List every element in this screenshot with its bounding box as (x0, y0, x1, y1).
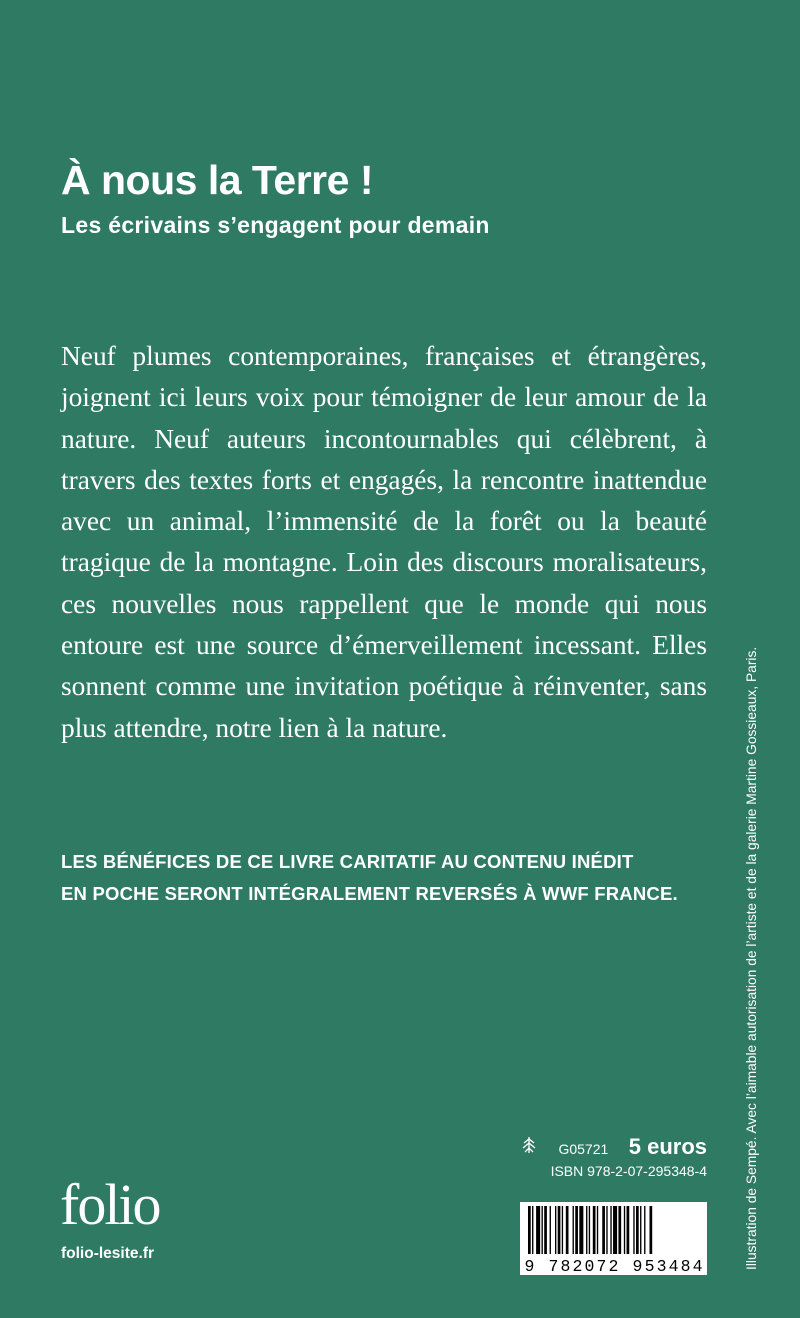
barcode-bar (650, 1206, 653, 1254)
barcode-bar (627, 1206, 630, 1254)
barcode-bar (579, 1206, 583, 1254)
barcode-bar (606, 1206, 607, 1254)
book-subtitle: Les écrivains s’engagent pour demain (61, 212, 490, 238)
barcode-bar (532, 1206, 533, 1254)
barcode-bar (586, 1206, 587, 1254)
barcode-bar (602, 1206, 605, 1254)
barcode-digits: 9 782072 953484 (524, 1257, 703, 1275)
barcode-bar (555, 1206, 556, 1254)
barcode-bar (644, 1206, 645, 1254)
barcode-bar (618, 1206, 621, 1254)
barcode-bar (562, 1206, 563, 1254)
barcode-bar (558, 1206, 561, 1254)
barcode-bars (528, 1206, 652, 1254)
barcode-bar (566, 1206, 569, 1254)
barcode-bar (544, 1206, 547, 1254)
barcode-bar (536, 1206, 540, 1254)
blurb-text: Neuf plumes contemporaines, françaises et étrangères, joignent ici leurs voix pour témoigner de leur amour de la nature. Neuf auteurs incontournables qui célèbrent, à travers des textes forts et engagés, la rencontre inattendue avec un animal, l’immensité de la forêt ou la beauté tragique de la montagne. Loin des discours moralisateurs, ces nouvelles nous rappellent que le monde qui nous entoure est une source d’émerveillement incessant. Elles sonnent comme une invitation poétique à réinventer, sans plus attendre, notre lien à la nature. (61, 341, 707, 743)
barcode-bar (593, 1206, 596, 1254)
barcode-bar (575, 1206, 578, 1254)
barcode-bar (624, 1206, 625, 1254)
isbn-label: ISBN 978-2-07-295348-4 (550, 1163, 707, 1179)
barcode-bar (528, 1206, 531, 1254)
product-code: G05721 (558, 1141, 609, 1157)
barcode-bar (573, 1206, 574, 1254)
barcode-bar (640, 1206, 641, 1254)
barcode-bar (636, 1206, 639, 1254)
charity-notice-line-1: LES BÉNÉFICES DE CE LIVRE CARITATIF AU CONTENU INÉDIT (61, 851, 634, 872)
pricing-block (520, 1134, 707, 1179)
charity-notice-line-2: EN POCHE SERONT INTÉGRALEMENT REVERSÉS À WWF FRANCE. (61, 883, 678, 904)
barcode-bar (613, 1206, 617, 1254)
barcode-bar (589, 1206, 590, 1254)
book-title: À nous la Terre ! (61, 157, 373, 203)
price-label: 5 euros (628, 1134, 707, 1159)
tree-icon (520, 1136, 538, 1154)
barcode-bar (550, 1206, 551, 1254)
barcode-bar (610, 1206, 611, 1254)
publisher-website: folio-lesite.fr (61, 1245, 155, 1262)
charity-notice (61, 846, 678, 910)
publisher-logo: folio (60, 1172, 160, 1237)
barcode (520, 1202, 707, 1275)
illustration-credit: Illustration de Sempé. Avec l’aimable autorisation de l’artiste et de la galerie Martine Gossieaux, Paris. (744, 646, 759, 1270)
barcode-bar (633, 1206, 634, 1254)
barcode-bar (542, 1206, 543, 1254)
barcode-bar (597, 1206, 598, 1254)
